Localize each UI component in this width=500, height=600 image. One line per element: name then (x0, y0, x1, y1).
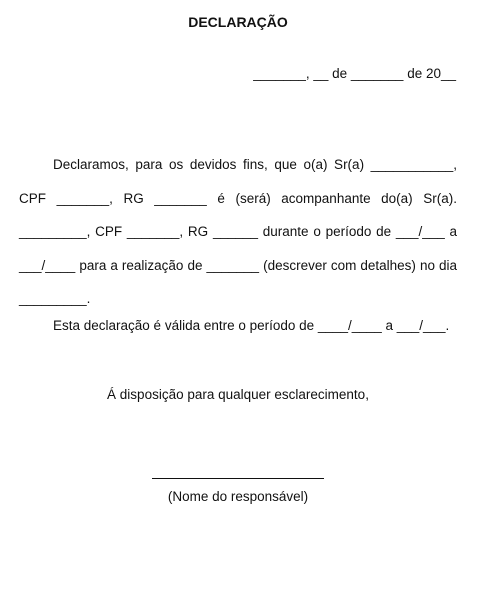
validity-statement: Esta declaração é válida entre o período de ____/____ a ___/___. (53, 318, 450, 333)
signature-name-label: (Nome do responsável) (167, 489, 309, 504)
signature-line (152, 478, 324, 479)
availability-statement: Á disposição para qualquer esclarecimento, (107, 387, 369, 402)
document-title: DECLARAÇÃO (188, 14, 288, 30)
declaration-body-paragraph: Declaramos, para os devidos fins, que o(a) Sr(a) ___________, CPF _______, RG _______ é (será) acompanhante do(a) Sr(a). _________, CPF _______, RG ______ durante o período de ___/___ a ___/____ para a realização de _______ (descrever com detalhes) no dia _________. (19, 157, 457, 306)
date-line: _______, __ de _______ de 20__ (253, 66, 456, 81)
